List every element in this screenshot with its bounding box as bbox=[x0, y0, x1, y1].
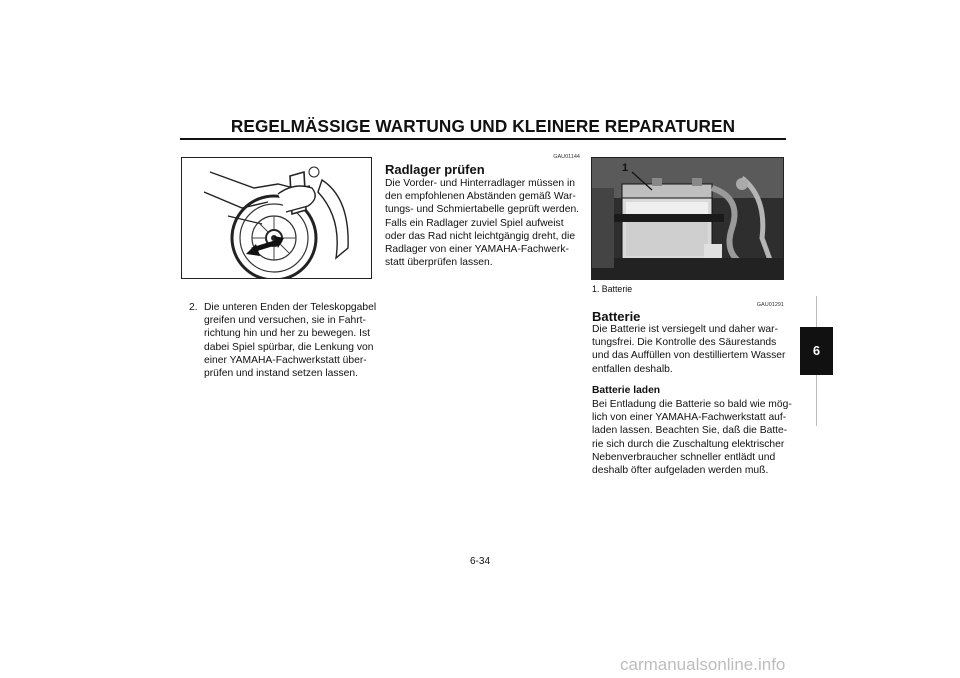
text-line: laden lassen. Beachten Sie, daß die Batte- bbox=[592, 425, 788, 437]
step-line: richtung hin und her zu bewegen. Ist bbox=[204, 328, 371, 340]
subheading-batterie-laden: Batterie laden bbox=[592, 385, 661, 396]
text-line: oder das Rad nicht leichtgängig dreht, die bbox=[385, 230, 576, 242]
step-number: 2. bbox=[189, 302, 198, 313]
page-title: REGELMÄSSIGE WARTUNG UND KLEINERE REPARATUREN bbox=[230, 116, 736, 136]
section-code-batterie: GAU01291 bbox=[756, 302, 784, 308]
step-line: greifen und versuchen, sie in Fahrt- bbox=[204, 315, 366, 327]
wheel-drawing bbox=[182, 158, 371, 278]
text-line: Bei Entladung die Batterie so bald wie mög- bbox=[592, 399, 792, 410]
step-text bbox=[204, 301, 380, 380]
text-line: und das Auffüllen von destilliertem Wasser bbox=[592, 350, 786, 362]
text-line: entfallen deshalb. bbox=[592, 363, 673, 375]
radlager-text bbox=[385, 177, 585, 269]
text-line: Die Batterie ist versiegelt und daher war- bbox=[592, 324, 779, 335]
text-line: tungs- und Schmiertabelle geprüft werden. bbox=[385, 204, 580, 216]
text-line: Die Vorder- und Hinterradlager müssen in bbox=[385, 178, 576, 189]
batterie-intro bbox=[592, 323, 792, 376]
figure-callout-number: 1 bbox=[622, 162, 629, 174]
text-line: Nebenverbraucher schneller entlädt und bbox=[592, 451, 776, 463]
batterie-laden-text bbox=[592, 398, 792, 477]
battery-photo bbox=[591, 157, 784, 280]
text-line: deshalb öfter aufgeladen werden muß. bbox=[592, 465, 769, 477]
battery-drawing bbox=[592, 158, 783, 279]
step-line: einer YAMAHA-Fachwerkstatt über- bbox=[204, 354, 367, 366]
fork-check-illustration bbox=[181, 157, 372, 279]
section-code-radlager: GAU01144 bbox=[553, 154, 580, 160]
step-line: prüfen und instand setzen lassen. bbox=[204, 368, 358, 380]
header-rule bbox=[180, 138, 786, 140]
step-line: Die unteren Enden der Teleskopgabel bbox=[204, 302, 377, 313]
page-number: 6-34 bbox=[469, 556, 490, 567]
text-line: statt überprüfen lassen. bbox=[385, 257, 493, 269]
heading-radlager: Radlager prüfen bbox=[385, 162, 485, 177]
text-line: den empfohlenen Abständen gemäß War- bbox=[385, 191, 576, 203]
text-line: lich von einer YAMAHA-Fachwerkstatt auf- bbox=[592, 412, 787, 424]
text-line: tungsfrei. Die Kontrolle des Säurestands bbox=[592, 337, 777, 349]
text-line: Radlager von einer YAMAHA-Fachwerk- bbox=[385, 244, 569, 256]
step-line: dabei Spiel spürbar, die Lenkung von bbox=[204, 341, 374, 353]
watermark: carmanualsonline.info bbox=[620, 655, 786, 674]
text-line: Falls ein Radlager zuviel Spiel aufweist bbox=[385, 217, 564, 229]
heading-batterie: Batterie bbox=[592, 309, 641, 324]
chapter-tab: 6 bbox=[800, 327, 833, 375]
text-line: rie sich durch die Zuschaltung elektrischer bbox=[592, 438, 785, 450]
figure-caption: 1. Batterie bbox=[592, 284, 633, 294]
